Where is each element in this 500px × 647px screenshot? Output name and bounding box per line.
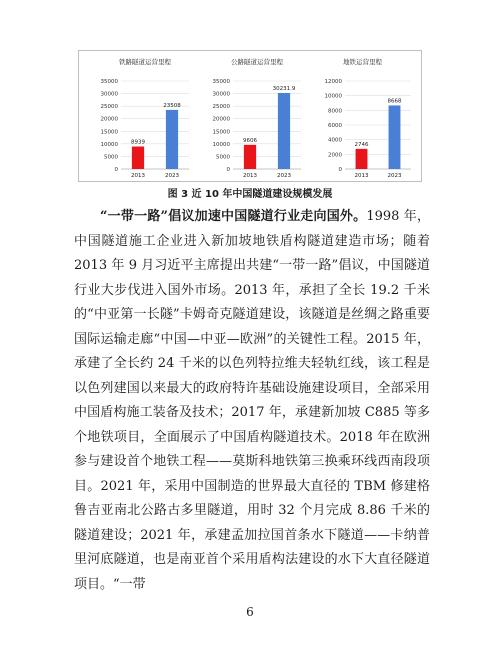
x-tick-label: 2013 <box>243 173 257 179</box>
chart-title: 地铁运营里程 <box>343 58 382 66</box>
y-tick-label: 5000 <box>216 154 230 161</box>
paragraph-lead: “一带一路”倡议加速中国隧道行业走向国外。 <box>100 209 367 224</box>
y-tick-label: 25000 <box>100 104 118 111</box>
data-label: 8939 <box>131 139 145 146</box>
body-paragraph <box>74 205 430 597</box>
y-tick-label: 0 <box>338 167 342 173</box>
y-tick-label: 10000 <box>212 141 230 148</box>
y-tick-label: 0 <box>226 167 230 173</box>
bar-2013 <box>132 147 144 169</box>
y-tick-label: 20000 <box>212 116 230 123</box>
y-tick-label: 0 <box>114 167 118 173</box>
x-tick-label: 2013 <box>131 173 145 179</box>
y-tick-label: 15000 <box>212 129 230 136</box>
x-tick-label: 2023 <box>165 173 179 179</box>
y-tick-label: 25000 <box>212 104 230 111</box>
y-tick-label: 8000 <box>328 108 342 115</box>
data-label: 9606 <box>243 137 257 144</box>
y-tick-label: 10000 <box>324 93 342 100</box>
y-tick-label: 6000 <box>328 123 342 129</box>
y-tick-label: 20000 <box>100 116 118 123</box>
data-label: 8668 <box>387 98 402 105</box>
y-tick-label: 10000 <box>100 141 118 148</box>
figure-caption: 图 3 近 10 年中国隧道建设规模发展 <box>167 189 333 200</box>
y-tick-label: 35000 <box>100 79 118 85</box>
y-tick-label: 4000 <box>328 137 342 144</box>
bar-2013 <box>356 149 368 169</box>
chart-title: 铁路隧道运营里程 <box>119 58 171 66</box>
x-tick-label: 2023 <box>387 173 402 179</box>
data-label: 23508 <box>163 102 181 109</box>
data-label: 2746 <box>354 141 369 148</box>
data-label: 30231.9 <box>272 85 296 92</box>
bar-2023 <box>166 110 178 169</box>
x-tick-label: 2023 <box>277 173 291 179</box>
y-tick-label: 5000 <box>104 154 118 161</box>
page-number: 6 <box>246 605 254 619</box>
y-tick-label: 30000 <box>100 91 118 98</box>
bar-charts <box>79 51 421 181</box>
paragraph-text: 1998 年，中国隧道施工企业进入新加坡地铁盾构隧道建造市场；随着 2013 年 9 月习近平主席提出共建“一带一路”倡议，中国隧道行业大步伐进入国外市场。2013 年，承担了全长 19.2 千米的“中亚第一长隧”卡姆奇克隧道建设，该隧道是丝绸之路重要国际运输走廊“中国—中亚—欧洲”的关键性工程。2015 年，承建了全长约 24 千米的以色列特拉维夫轻轨红线，该工程是以色列建国以来最大的政府特许基础设施建设项目，全部采用中国盾构施工装备及技术；2017 年，承建新加坡 C885 等多个地铁项目，全面展示了中国盾构隧道技术。2018 年在欧洲参与建设首个地铁工程——莫斯科地铁第三换乘环线西南段项目。2021 年，采用中国制造的世界最大直径的 TBM 修建格鲁吉亚南北公路古多里隧道，用时 32 个月完成 8.86 千米的隧道建设；2021 年，承建孟加拉国首条水下隧道——卡纳普里河底隧道，也是南亚首个采用盾构法建设的水下大直径隧道项目。“一带 <box>74 209 430 592</box>
x-tick-label: 2013 <box>354 173 369 179</box>
bar-2013 <box>244 145 256 169</box>
bar-2023 <box>389 105 401 169</box>
y-tick-label: 30000 <box>212 91 230 98</box>
y-tick-label: 35000 <box>212 79 230 85</box>
figure-3 <box>78 50 422 182</box>
chart-title: 公路隧道运营里程 <box>231 58 283 66</box>
y-tick-label: 15000 <box>100 129 118 136</box>
y-tick-label: 2000 <box>328 152 342 159</box>
y-tick-label: 12000 <box>324 79 342 85</box>
bar-2023 <box>278 93 290 169</box>
